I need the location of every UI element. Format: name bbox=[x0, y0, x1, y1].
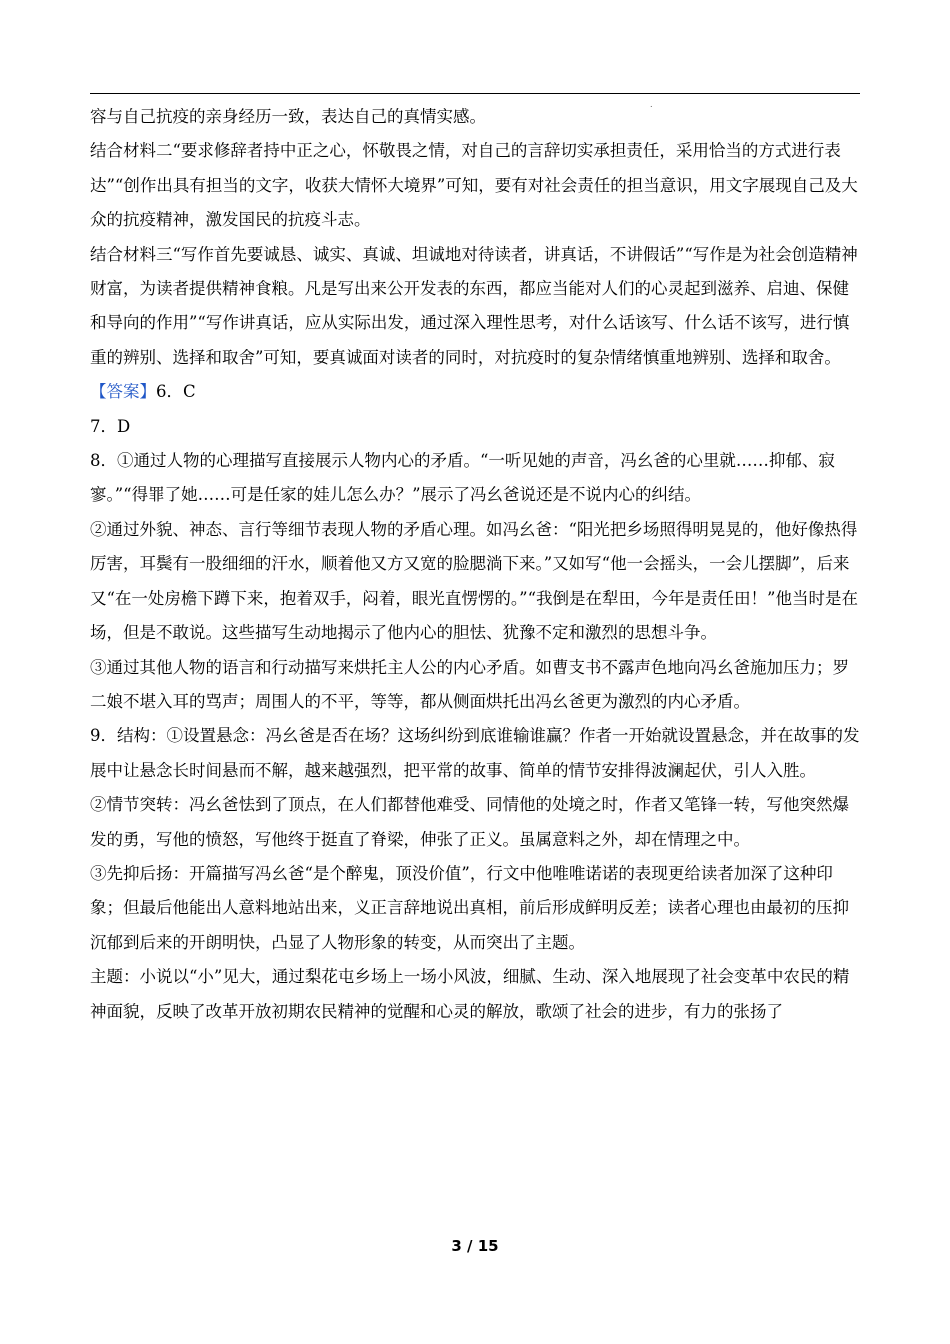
answer-line bbox=[90, 375, 860, 409]
header-rule bbox=[90, 93, 860, 94]
paragraph: 结合材料三“写作首先要诚恳、诚实、真诚、坦诚地对待读者，讲真话，不讲假话”“写作是为社会创造精神财富，为读者提供精神食粮。凡是写出来公开发表的东西，都应当能对人们的心灵起到滋养、启迪、保健和导向的作用”“写作讲真话，应从实际出发，通过深入理性思考，对什么话该写、什么话不该写，进行慎重的辨别、选择和取舍”可知，要真诚面对读者的同时，对抗疫时的复杂情绪慎重地辨别、选择和取舍。 bbox=[90, 244, 858, 367]
answer-7: 7．D bbox=[90, 416, 131, 436]
paragraph: 容与自己抗疫的亲身经历一致，表达自己的真情实感。 bbox=[90, 107, 486, 126]
paragraph: 结合材料二“要求修辞者持中正之心，怀敬畏之情，对自己的言辞切实承担责任，采用恰当的方式进行表达”“创作出具有担当的文字，收获大情怀大境界”可知，要有对社会责任的担当意识，用文字展现自己及大众的抗疫精神，激发国民的抗疫斗志。 bbox=[90, 141, 858, 230]
stray-dot: . bbox=[650, 100, 653, 109]
answer-9-point: ②情节突转：冯幺爸怯到了顶点，在人们都替他难受、同情他的处境之时，作者又笔锋一转，写他突然爆发的勇，写他的愤怒，写他终于挺直了脊梁，伸张了正义。虽属意料之外，却在情理之中。 bbox=[90, 795, 849, 849]
page-content bbox=[90, 100, 860, 1029]
answer-9-point: ③先抑后扬：开篇描写冯幺爸“是个醉鬼，顶没价值”，行文中他唯唯诺诺的表现更给读者加深了这种印象；但最后他能出人意料地站出来，义正言辞地说出真相，前后形成鲜明反差；读者心理也由最初的压抑沉郁到后来的开朗明快，凸显了人物形象的转变，从而突出了主题。 bbox=[90, 863, 849, 952]
answer-8-point: 8．①通过人物的心理描写直接展示人物内心的矛盾。“一听见她的声音，冯幺爸的心里就……抑郁、寂寥。”“得罪了她……可是任家的娃儿怎么办？”展示了冯幺爸说还是不说内心的纠结。 bbox=[90, 451, 835, 505]
answer-6: 6．C bbox=[156, 382, 196, 402]
page-number: 3 / 15 bbox=[451, 1237, 499, 1255]
answer-label: 【答案】 bbox=[90, 382, 156, 402]
answer-9-point: 主题：小说以“小”见大，通过梨花屯乡场上一场小风波，细腻、生动、深入地展现了社会变革中农民的精神面貌，反映了改革开放初期农民精神的觉醒和心灵的解放，歌颂了社会的进步，有力的张扬了 bbox=[90, 967, 850, 1021]
answer-9-point: 9．结构：①设置悬念：冯幺爸是否在场？这场纠纷到底谁输谁赢？作者一开始就设置悬念，并在故事的发展中让悬念长时间悬而不解，越来越强烈，把平常的故事、简单的情节安排得波澜起伏，引人入胜。 bbox=[90, 726, 860, 780]
answer-8-point: ②通过外貌、神态、言行等细节表现人物的矛盾心理。如冯幺爸：“阳光把乡场照得明晃晃的，他好像热得厉害，耳鬓有一股细细的汗水，顺着他又方又宽的脸腮淌下来。”又如写“他一会摇头，一会儿摆脚”，后来又“在一处房檐下蹲下来，抱着双手，闷着，眼光直愣愣的。”“我倒是在犁田，今年是责任田！”他当时是在场，但是不敢说。这些描写生动地揭示了他内心的胆怯、犹豫不定和激烈的思想斗争。 bbox=[90, 519, 858, 643]
answer-8-point: ③通过其他人物的语言和行动描写来烘托主人公的内心矛盾。如曹支书不露声色地向冯幺爸施加压力；罗二娘不堪入耳的骂声；周围人的不平，等等，都从侧面烘托出冯幺爸更为激烈的内心矛盾。 bbox=[90, 657, 849, 711]
